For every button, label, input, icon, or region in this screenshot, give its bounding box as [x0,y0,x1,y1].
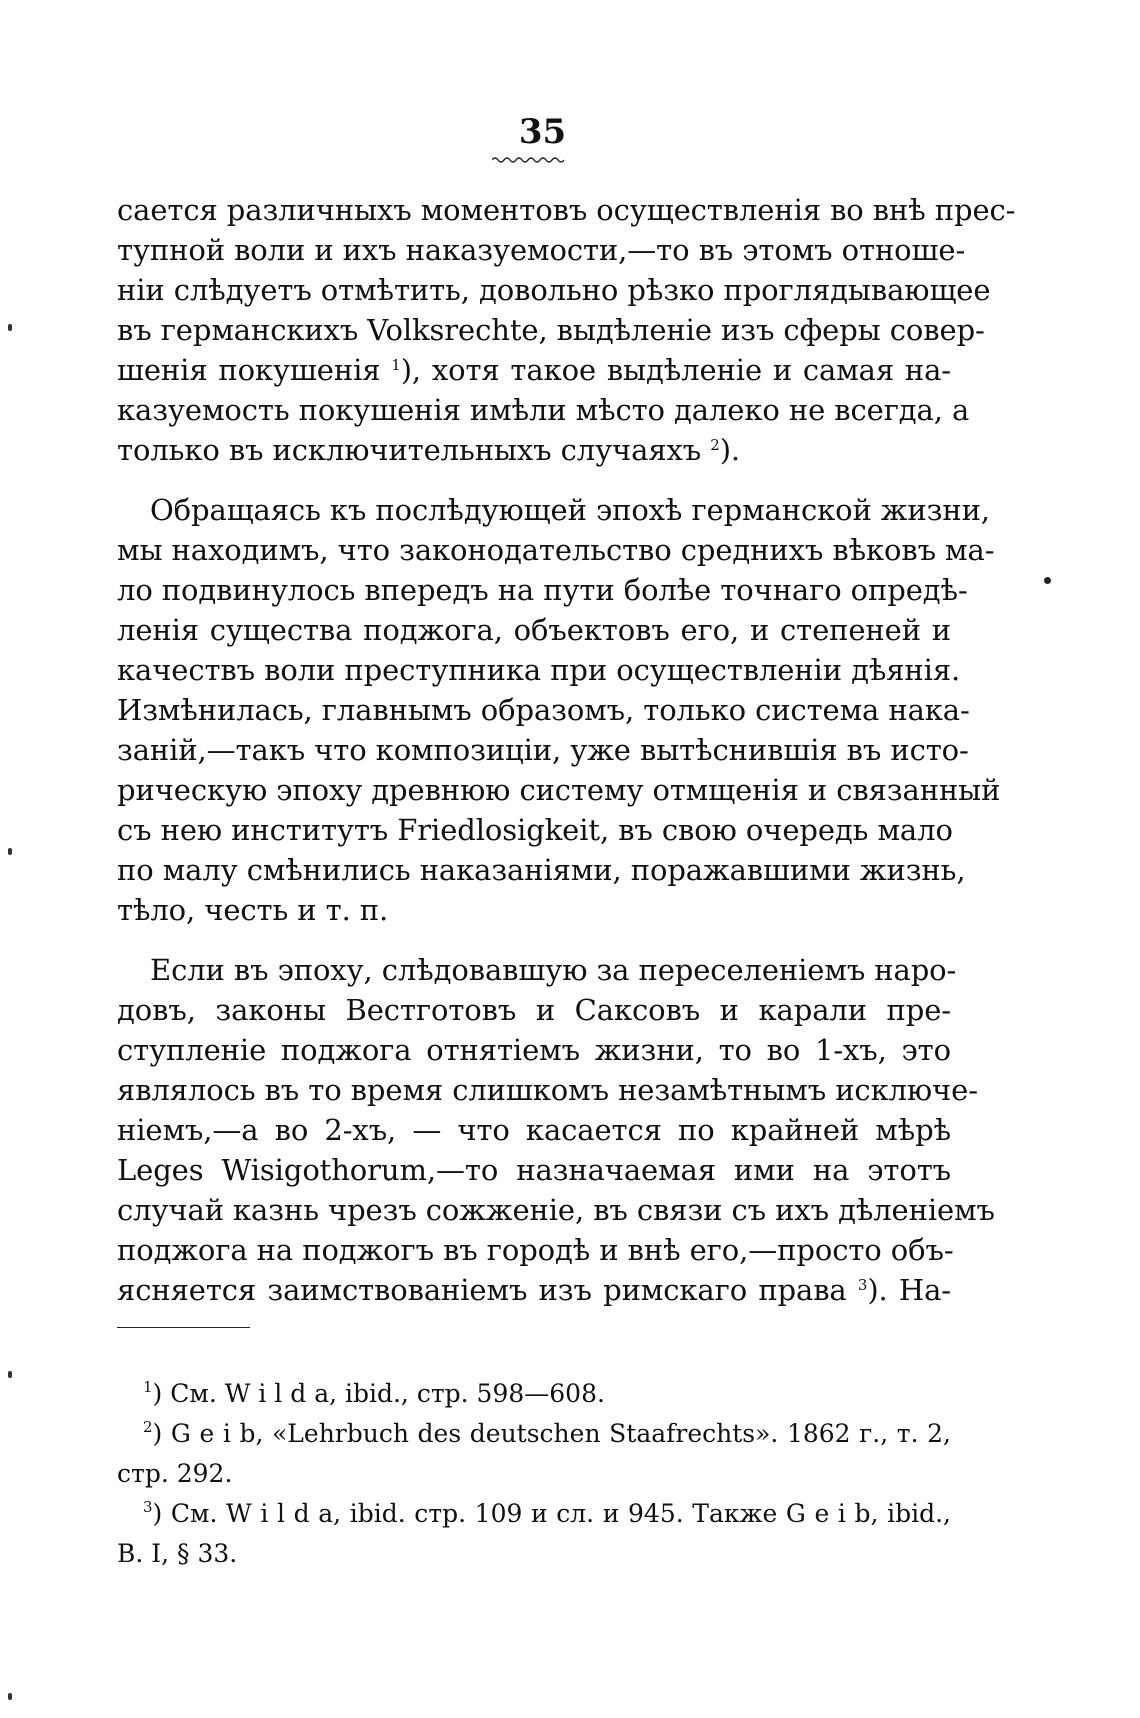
text-line: ніи слѣдуетъ отмѣтить, довольно рѣзко проглядывающее [117,273,991,307]
scan-margin-mark [8,848,12,855]
text-line: Leges Wisigothorum,—то назначаемая ими на этотъ [117,1153,951,1187]
footnote-continuation: стр. 292. [117,1459,233,1488]
text-line: по малу смѣнились наказаніями, поражавшими жизнь, [117,853,966,887]
text-line: довъ, законы Вестготовъ и Саксовъ и карали пре- [117,993,951,1027]
scan-margin-mark [8,1371,12,1378]
text-line: Если въ эпоху, слѣдовавшую за переселеніемъ наро- [150,953,957,987]
scan-margin-mark [1044,577,1051,584]
footnote-text: ) См. W i l d a, ibid., стр. 598—608. [152,1379,605,1408]
text-line: Измѣнилась, главнымъ образомъ, только система нака- [117,693,970,727]
text-line: въ германскихъ Volksrechte, выдѣленіе изъ сферы совер- [117,313,985,347]
footnote-marker: 3 [143,1498,153,1516]
text-line: Обращаясь къ послѣдующей эпохѣ германской жизни, [150,493,990,527]
page-number: 35 [518,112,567,152]
text-segment: ясняется заимствованіемъ изъ римскаго права [117,1273,847,1307]
text-line: сается различныхъ моментовъ осуществленія во внѣ прес- [117,193,1016,227]
text-line: ступленіе поджога отнятіемъ жизни, то во 1-хъ, это [117,1033,951,1067]
footnote-ref: 3 [857,1276,868,1294]
footnote-separator [117,1327,250,1328]
footnote-ref: 2 [710,436,720,454]
scan-margin-mark [8,324,12,331]
footnote-text: ) G e i b, «Lehrbuch des deutschen Staafrechts». 1862 г., т. 2, [152,1419,951,1448]
footnote-continuation: B. I, § 33. [117,1539,238,1568]
footnote-marker: 2 [143,1418,153,1436]
text-line: тупной воли и ихъ наказуемости,—то въ этомъ отноше- [117,233,966,267]
text-line: являлось въ то время слишкомъ незамѣтнымъ исключе- [117,1073,978,1107]
page-number-ornament [492,156,572,166]
text-segment: ). [719,433,741,467]
text-segment: ), хотя такое выдѣленіе и самая на- [400,353,951,387]
text-line: мы находимъ, что законодательство среднихъ вѣковъ ма- [117,533,995,567]
text-line: заній,—такъ что композиціи, уже вытѣснившія въ исто- [117,733,969,767]
footnote-marker: 1 [143,1378,153,1396]
text-segment: ). На- [867,1273,952,1307]
text-line: случай казнь чрезъ сожженіе, въ связи съ ихъ дѣленіемъ [117,1193,995,1227]
text-line: рическую эпоху древнюю систему отмщенія и связанный [117,773,1001,807]
text-line: тѣло, честь и т. п. [117,893,389,927]
scan-margin-mark [8,1693,12,1700]
text-line: поджога на поджогъ въ городѣ и внѣ его,—просто объ- [117,1233,954,1267]
footnote [143,1414,951,1454]
text-line: ленія существа поджога, объектовъ его, и степеней и [117,613,951,647]
text-line [117,1267,951,1313]
footnote-ref: 1 [391,356,401,374]
text-line: казуемость покушенія имѣли мѣсто далеко не всегда, а [117,393,970,427]
text-line: качествъ воли преступника при осуществленіи дѣянія. [117,653,961,687]
footnote [143,1374,951,1414]
text-line: ло подвинулось впередъ на пути болѣе точнаго опредѣ- [117,573,968,607]
text-line [117,427,951,473]
footnote [143,1494,951,1534]
text-segment: только въ исключительныхъ случаяхъ [117,433,702,467]
footnote-text: ) См. W i l d a, ibid. стр. 109 и сл. и 945. Также G e i b, ibid., [152,1499,951,1528]
text-segment: шенія покушенія [117,353,381,387]
text-line: ніемъ,—а во 2-хъ, — что касается по крайней мѣрѣ [117,1113,951,1147]
text-line: съ нею институтъ Friedlosigkeit, въ свою очередь мало [117,813,953,847]
